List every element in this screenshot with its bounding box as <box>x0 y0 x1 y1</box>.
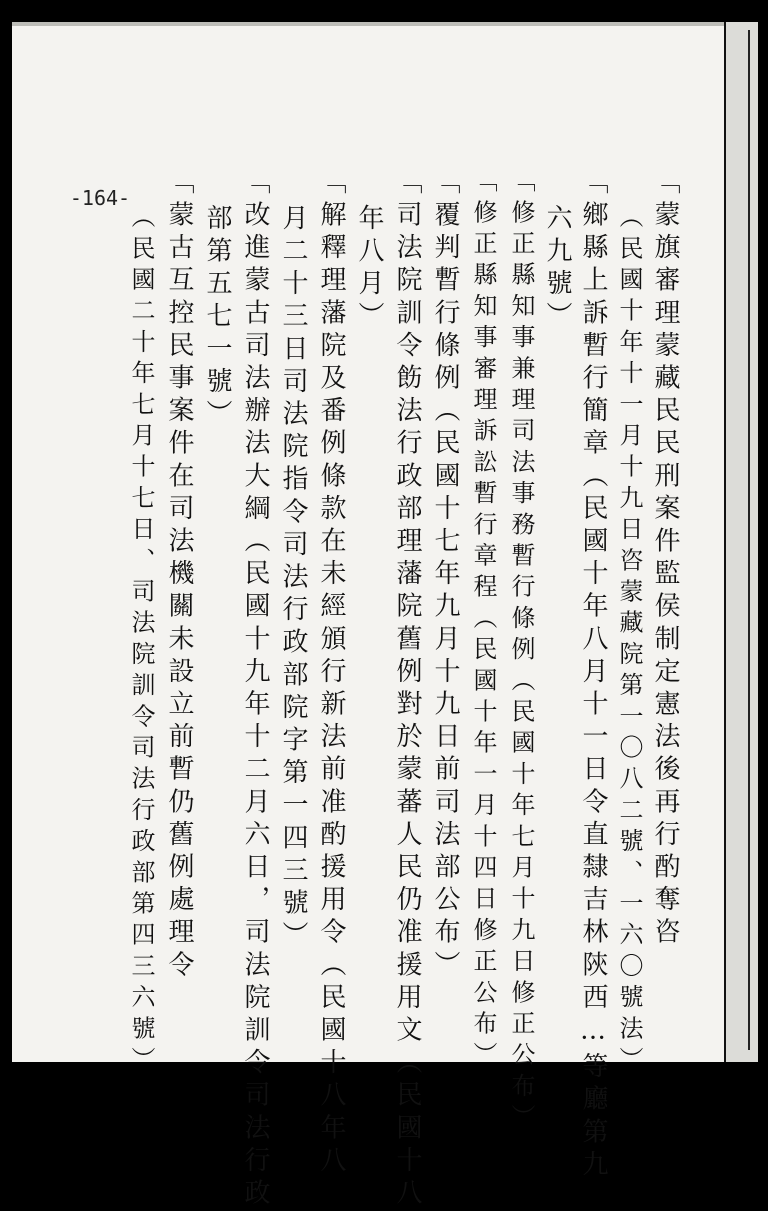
text-column-14: 「蒙古互控民事案件在司法機關未設立前暫仍舊例處理令 <box>164 168 194 983</box>
text-column-11: 月二十三日司法院指令司法行政部院字第一四三號） <box>278 204 308 954</box>
text-column-5: 「修正縣知事兼理司法事務暫行條例（民國十年七月十九日修正公布） <box>507 168 535 1136</box>
text-column-13: 部第五七一號） <box>202 204 232 433</box>
text-column-7: 「覆判暫行條例（民國十七年九月十九日前司法部公布） <box>430 168 460 983</box>
text-column-10: 「解釋理藩院及番例條款在未經頒行新法前准酌援用令（民國十八年八 <box>316 168 346 1179</box>
text-column-8: 「司法院訓令飭法行政部理藩院舊例對於蒙蕃人民仍准援用文（民國十八 <box>392 168 422 1211</box>
text-column-9: 年八月） <box>354 204 384 335</box>
text-column-2: （民國十年十一月十九日咨蒙藏院第一〇八二號、一六〇號法） <box>615 204 643 1078</box>
text-column-1: 「蒙旗審理蒙藏民民刑案件監侯制定憲法後再行酌奪咨 <box>650 168 680 951</box>
text-column-6: 「修正縣知事審理訴訟暫行章程（民國十年一月十四日修正公布） <box>469 168 497 1073</box>
text-column-4: 六九號） <box>542 204 572 335</box>
text-column-15: （民國二十年七月十七日、司法院訓令司法行政部第四三六號） <box>127 204 155 1078</box>
text-column-3: 「鄉縣上訴暫行簡章（民國十年八月十一日令直隸吉林陝西…等廳第九 <box>578 168 608 1183</box>
page-number: -164- <box>69 186 131 211</box>
text-column-12: 「改進蒙古司法辦法大綱（民國十九年十二月六日，司法院訓令司法行政 <box>240 168 270 1211</box>
